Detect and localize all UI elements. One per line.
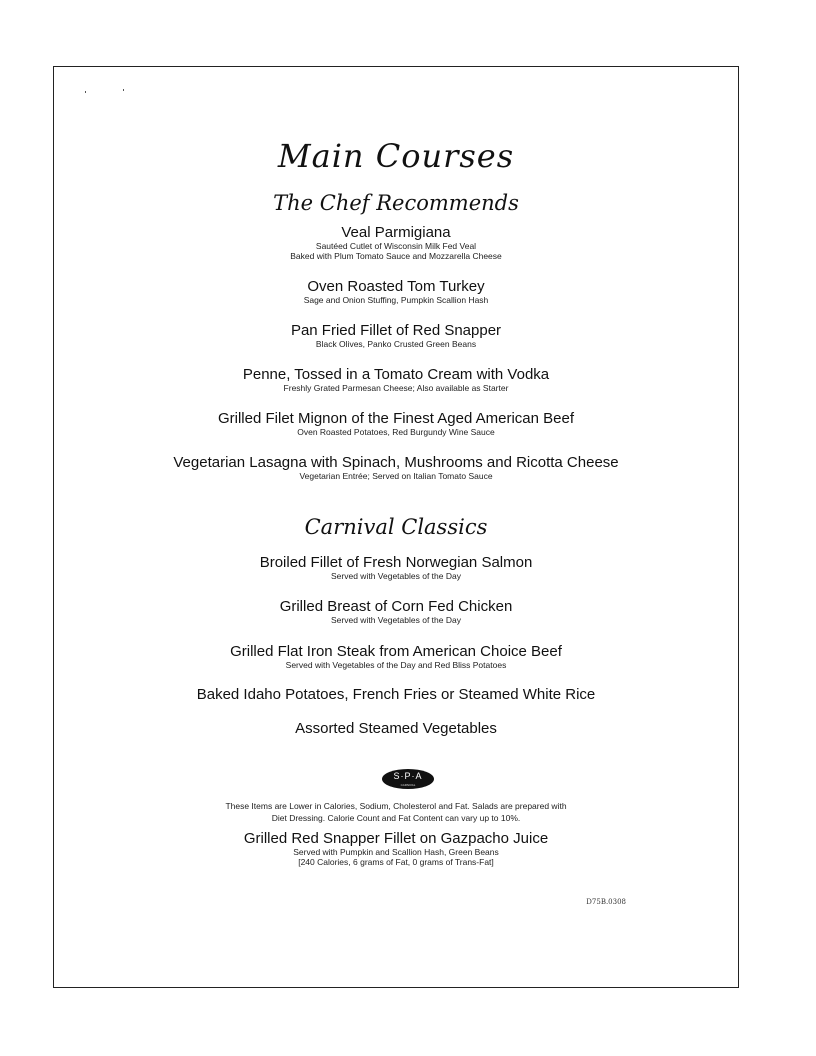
item-name: Grilled Filet Mignon of the Finest Aged American Beef [217, 410, 574, 427]
spa-logo-sub: CARNIVAL [400, 783, 416, 787]
menu-item [54, 644, 738, 670]
menu-item [54, 367, 738, 393]
item-desc: Baked with Plum Tomato Sauce and Mozzarella Cheese [290, 251, 502, 261]
menu-item [54, 831, 738, 867]
speck [123, 89, 124, 91]
menu-code: D75B.0308 [586, 898, 626, 906]
item-name: Grilled Flat Iron Steak from American Choice Beef [230, 643, 562, 660]
item-desc: Oven Roasted Potatoes, Red Burgundy Wine Sauce [297, 427, 495, 437]
item-desc: Sautéed Cutlet of Wisconsin Milk Fed Veal [315, 241, 477, 251]
item-desc: Served with Pumpkin and Scallion Hash, Green Beans [293, 847, 499, 857]
item-name: Grilled Red Snapper Fillet on Gazpacho Juice [243, 830, 549, 847]
page-title: Main Courses [277, 137, 515, 175]
item-desc: Sage and Onion Stuffing, Pumpkin Scallion Hash [303, 295, 489, 305]
menu-item [54, 721, 738, 737]
menu-item [54, 555, 738, 581]
spa-note-line: These Items are Lower in Calories, Sodium, Cholesterol and Fat. Salads are prepared with [225, 801, 567, 811]
item-desc: Served with Vegetables of the Day [331, 615, 461, 625]
menu-item [54, 225, 738, 261]
item-name: Assorted Steamed Vegetables [295, 720, 497, 737]
menu-item [54, 455, 738, 481]
item-desc: Served with Vegetables of the Day [331, 571, 461, 581]
menu-item [54, 279, 738, 305]
item-name: Baked Idaho Potatoes, French Fries or Steamed White Rice [196, 686, 596, 703]
item-desc: Vegetarian Entrée; Served on Italian Tomato Sauce [299, 471, 493, 481]
item-desc: Freshly Grated Parmesan Cheese; Also available as Starter [283, 383, 509, 393]
menu-item [54, 411, 738, 437]
item-name: Penne, Tossed in a Tomato Cream with Vodka [242, 366, 550, 383]
item-name: Veal Parmigiana [341, 224, 451, 241]
menu-item [54, 599, 738, 625]
item-name: Vegetarian Lasagna with Spinach, Mushrooms and Ricotta Cheese [173, 454, 619, 471]
section-heading-chef: The Chef Recommends [273, 191, 519, 215]
speck [85, 91, 86, 93]
menu-item [54, 687, 738, 703]
item-desc: Served with Vegetables of the Day and Red Bliss Potatoes [285, 660, 507, 670]
item-name: Pan Fried Fillet of Red Snapper [290, 322, 502, 339]
item-desc: [240 Calories, 6 grams of Fat, 0 grams of Trans-Fat] [298, 857, 494, 867]
spa-logo-text: S·P·A [393, 771, 423, 781]
item-name: Grilled Breast of Corn Fed Chicken [279, 598, 513, 615]
spa-note [54, 800, 738, 824]
spa-note-line: Diet Dressing. Calorie Count and Fat Content can vary up to 10%. [271, 813, 521, 823]
menu-frame [53, 66, 739, 988]
section-heading-classics: Carnival Classics [304, 515, 488, 539]
item-name: Broiled Fillet of Fresh Norwegian Salmon [259, 554, 533, 571]
item-name: Oven Roasted Tom Turkey [307, 278, 485, 295]
item-desc: Black Olives, Panko Crusted Green Beans [315, 339, 477, 349]
spa-logo [382, 769, 434, 789]
menu-item [54, 323, 738, 349]
